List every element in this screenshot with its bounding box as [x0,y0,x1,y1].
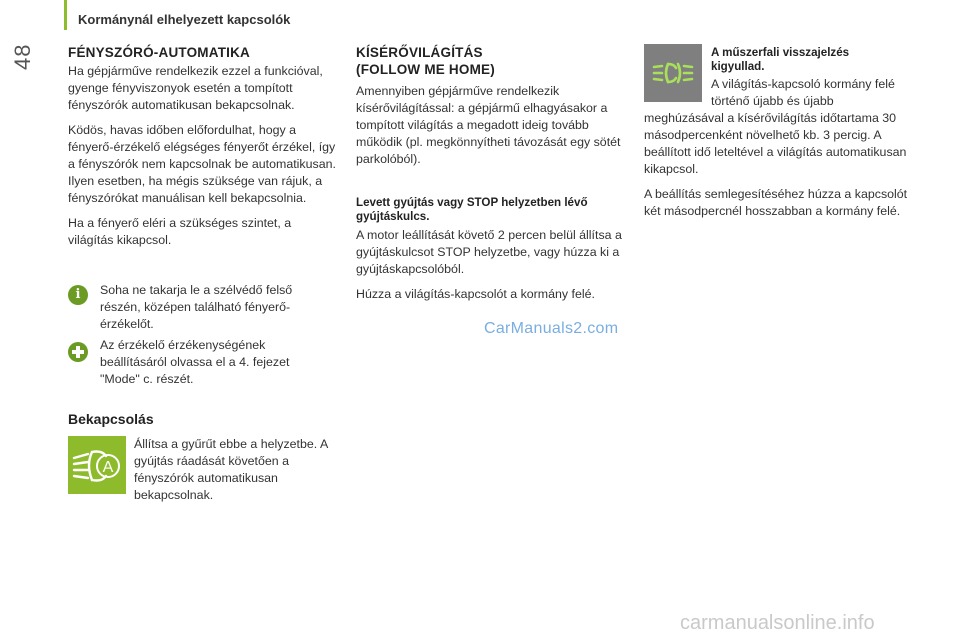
plus-icon [68,342,88,362]
info-icon: i [68,285,88,305]
carmanualsonline-watermark: carmanualsonline.info [680,612,875,634]
follow-me-body: Amennyiben gépjárműve rendelkezik kísérővilágítással: a gépjármű elhagyásakor a tompított világítás a megadott ideig tovább működik (pl. megkönnyítheti távozását egy sötét parkolóból). [356,84,621,166]
plus-note: Az érzékelő érzékenységének beállításáról olvassa el a 4. fejezet "Mode" c. részét. [100,338,290,386]
section-title: Kormánynál elhelyezett kapcsolók [78,12,291,27]
follow-me-title-line1: KÍSÉRŐVILÁGÍTÁS [356,45,483,60]
paragraph: Húzza a világítás-kapcsolót a kormány felé. [356,287,595,301]
page-number: 48 [10,43,35,70]
svg-text:A: A [102,459,114,476]
info-note: Soha ne takarja le a szélvédő felső részén, középen található fényerő-érzékelőt. [100,283,293,331]
paragraph: Ha a fényerő eléri a szükséges szintet, a világítás kikapcsol. [68,216,292,247]
switch-on-body: Állítsa a gyűrűt ebbe a helyzetbe. A gyújtás ráadását követően a fényszórók automatikusan bekapcsolnak. [134,437,328,502]
paragraph: Ha gépjárműve rendelkezik ezzel a funkcióval, gyenge fényviszonyok esetén a tompított fényszórók automatikusan bekapcsolnak. [68,64,323,112]
carmanuals-watermark: CarManuals2.com [484,320,619,337]
indicator-subtitle: A műszerfali visszajelzés kigyullad. [711,46,850,73]
ignition-off-body [356,227,624,311]
paragraph: A beállítás semlegesítéséhez húzza a kapcsolót két másodpercnél hosszabban a kormány felé. [644,187,908,218]
ignition-off-subtitle: Levett gyújtás vagy STOP helyzetben lévő gyújtáskulcs. [356,196,588,223]
header-accent-bar [64,0,67,30]
indicator-body-rest [644,110,916,228]
headlamp-indicator-icon [644,44,702,102]
auto-headlamp-body [68,63,340,257]
paragraph: Ködös, havas időben előfordulhat, hogy a fényerő-érzékelő elégséges fényerőt érzékel, így a fényszórók nem kapcsolnak be automatikusan. Ilyen esetben, ha mégis szüksége van rájuk, a fényszórókat manuálisan kell bekapcsolnia. [68,123,336,205]
indicator-body-short: A világítás-kapcsoló kormány felé történő újabb és újabb [711,77,895,108]
switch-on-title: Bekapcsolás [68,411,154,427]
paragraph: A motor leállítását követő 2 percen belül állítsa a gyújtáskulcsot STOP helyzetbe, vagy húzza ki a gyújtáskapcsolóból. [356,228,622,276]
auto-headlamp-icon [68,436,126,494]
paragraph: meghúzásával a kísérővilágítás időtartama 30 másodpercenként növelhető kb. 3 percig. A beállított idő leteltével a világítás automatikusan kikapcsol. [644,111,907,176]
follow-me-title-line2: (FOLLOW ME HOME) [356,62,495,77]
auto-headlamp-title: FÉNYSZÓRÓ-AUTOMATIKA [68,45,250,60]
